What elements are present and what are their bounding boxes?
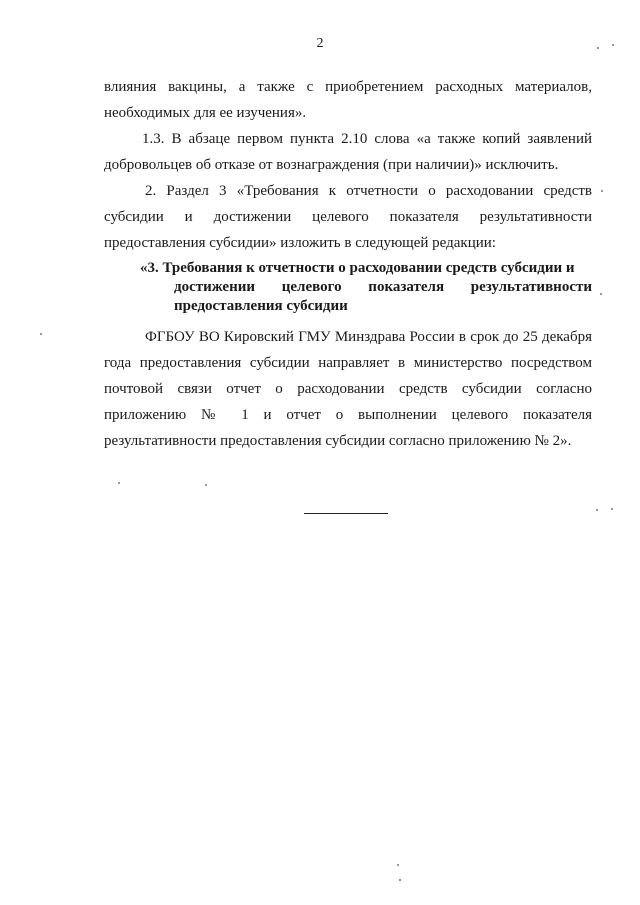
- scan-speck: [600, 293, 602, 295]
- paragraph-line: 2. Раздел 3 «Требования к отчетности о расходовании средств: [145, 183, 592, 199]
- section-heading-line: предоставления субсидии: [174, 298, 348, 314]
- section-heading-line: «3. Требования к отчетности о расходовании средств субсидии и: [140, 260, 575, 276]
- paragraph-line: добровольцев об отказе от вознаграждения (при наличии)» исключить.: [104, 157, 559, 173]
- section-body-paragraph: [104, 324, 592, 454]
- scan-speck: [612, 44, 614, 46]
- scan-speck: [611, 508, 613, 510]
- scan-speck: [118, 482, 120, 484]
- scan-speck: [596, 509, 598, 511]
- end-rule: [304, 513, 388, 514]
- paragraph-line: почтовой связи отчет о расходовании средств субсидии согласно: [104, 381, 592, 397]
- scan-speck: [205, 484, 207, 486]
- paragraph-line: ФГБОУ ВО Кировский ГМУ Минздрава России в срок до 25 декабря: [145, 329, 592, 345]
- item-2-paragraph: [104, 178, 592, 256]
- item-1-3-paragraph: [104, 126, 592, 178]
- paragraph-line: 1.3. В абзаце первом пункта 2.10 слова «а также копий заявлений: [142, 131, 592, 147]
- section-heading: [140, 259, 592, 316]
- page-number: 2: [316, 36, 324, 51]
- paragraph-line: результативности предоставления субсидии согласно приложению № 2».: [104, 433, 572, 449]
- section-heading-line: достижении целевого показателя результативности: [174, 279, 592, 295]
- paragraph-line: предоставления субсидии» изложить в следующей редакции:: [104, 235, 496, 251]
- scan-speck: [40, 333, 42, 335]
- scan-speck: [399, 879, 401, 881]
- paragraph-line: субсидии и достижении целевого показателя результативности: [104, 209, 592, 225]
- scan-speck: [397, 864, 399, 866]
- scan-speck: [597, 47, 599, 49]
- paragraph-line: влияния вакцины, а также с приобретением расходных материалов,: [104, 79, 592, 95]
- paragraph-line: года предоставления субсидии направляет в министерство посредством: [104, 355, 592, 371]
- paragraph-line: приложению № 1 и отчет о выполнении целевого показателя: [104, 407, 592, 423]
- paragraph-line: необходимых для ее изучения».: [104, 105, 307, 121]
- scan-speck: [601, 190, 603, 192]
- continuation-paragraph: [104, 74, 592, 126]
